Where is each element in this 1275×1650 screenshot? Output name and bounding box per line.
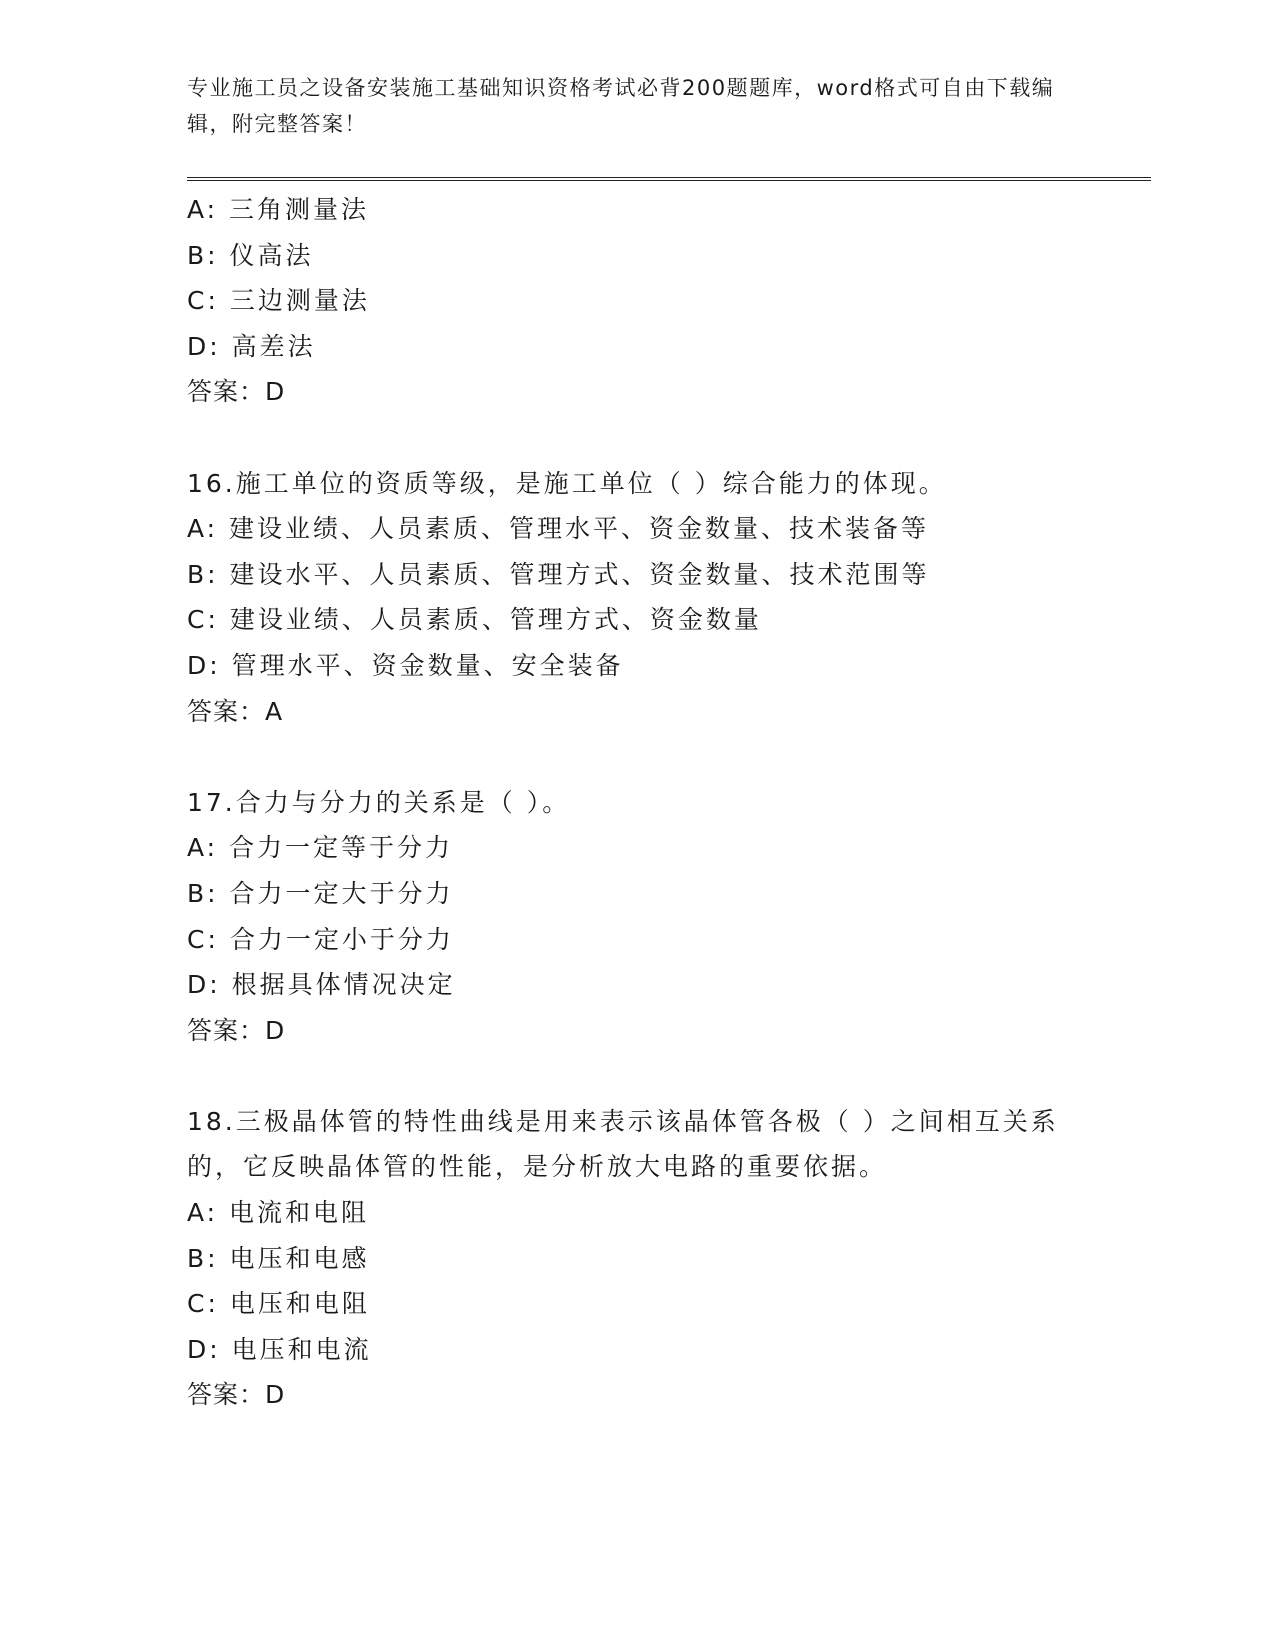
option-b: B: 建设水平、人员素质、管理方式、资金数量、技术范围等 bbox=[187, 559, 930, 589]
question-15 bbox=[187, 187, 1087, 415]
option-d: D: 管理水平、资金数量、安全装备 bbox=[187, 650, 624, 680]
question-text: 17.合力与分力的关系是（ ）。 bbox=[187, 787, 571, 817]
option-c: C: 三边测量法 bbox=[187, 286, 370, 316]
question-text: 18.三极晶体管的特性曲线是用来表示该晶体管各极（ ）之间相互关系的，它反映晶体管的性能，是分析放大电路的重要依据。 bbox=[187, 1106, 1059, 1182]
option-a: A: 建设业绩、人员素质、管理水平、资金数量、技术装备等 bbox=[187, 514, 930, 544]
option-c: C: 合力一定小于分力 bbox=[187, 924, 454, 954]
header-divider bbox=[187, 177, 1151, 181]
option-c: C: 电压和电阻 bbox=[187, 1289, 370, 1319]
option-c: C: 建设业绩、人员素质、管理方式、资金数量 bbox=[187, 605, 762, 635]
answer: 答案：D bbox=[187, 1380, 286, 1410]
question-16 bbox=[187, 461, 1087, 735]
answer: 答案：A bbox=[187, 696, 284, 726]
answer: 答案：D bbox=[187, 377, 286, 407]
option-b: B: 仪高法 bbox=[187, 240, 314, 270]
option-a: A: 电流和电阻 bbox=[187, 1198, 370, 1228]
question-17 bbox=[187, 780, 1087, 1054]
document-header: 专业施工员之设备安装施工基础知识资格考试必背200题题库，word格式可自由下载编辑，附完整答案！ bbox=[187, 76, 1055, 136]
option-d: D: 根据具体情况决定 bbox=[187, 970, 456, 1000]
question-list bbox=[187, 187, 1087, 1464]
question-18 bbox=[187, 1099, 1087, 1418]
option-d: D: 高差法 bbox=[187, 331, 316, 361]
question-text: 16.施工单位的资质等级，是施工单位（ ）综合能力的体现。 bbox=[187, 468, 947, 498]
option-b: B: 电压和电感 bbox=[187, 1243, 370, 1273]
answer: 答案：D bbox=[187, 1015, 286, 1045]
option-a: A: 三角测量法 bbox=[187, 195, 370, 224]
option-a: A: 合力一定等于分力 bbox=[187, 833, 454, 863]
option-b: B: 合力一定大于分力 bbox=[187, 878, 454, 908]
option-d: D: 电压和电流 bbox=[187, 1334, 372, 1364]
